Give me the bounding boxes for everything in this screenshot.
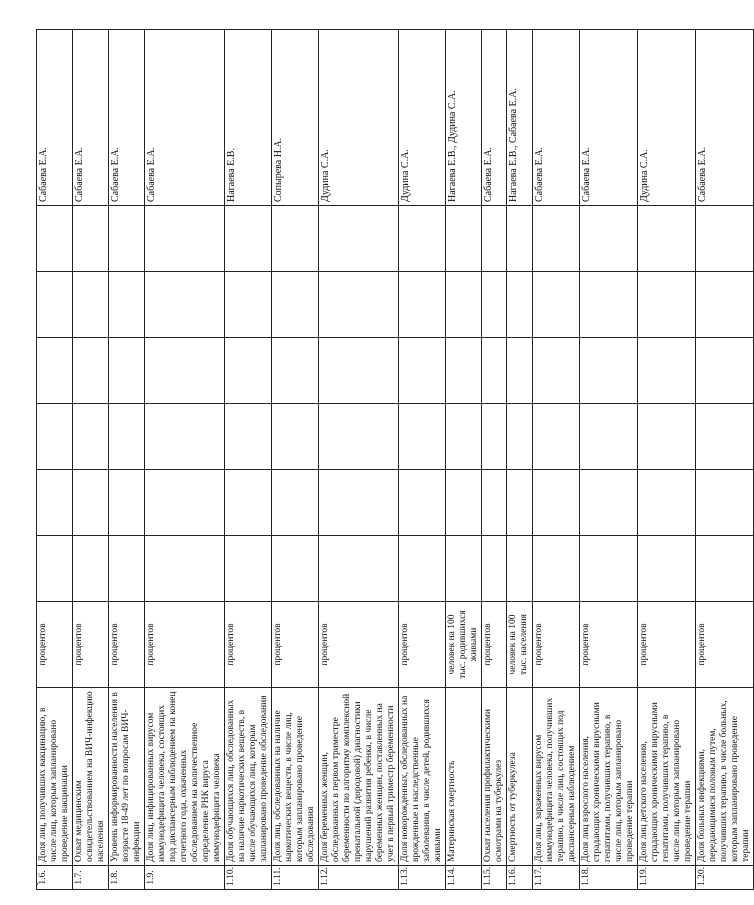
value-cell	[73, 206, 109, 272]
indicator-cell: Уровень информированности населения в возрасте 18-49 лет по вопросам ВИЧ-инфекции	[109, 688, 145, 866]
value-cell	[73, 338, 109, 404]
value-cell	[109, 404, 145, 470]
indicator-cell: Охват населения профилактическими осмотрами на туберкулез	[482, 688, 507, 866]
table-row	[507, 30, 533, 890]
value-cell	[507, 404, 533, 470]
unit-cell: процентов	[399, 602, 446, 688]
value-cell	[272, 404, 319, 470]
row-number-cell: 1.11.	[272, 866, 319, 890]
table-row	[73, 30, 109, 890]
indicator-cell: Охват медицинским освидетельствованием на ВИЧ-инфекцию населения	[73, 688, 109, 866]
indicator-cell: Доля лиц, инфицированных вирусом иммунодефицита человека, состоящих под диспансерным наблюдением на конец отчетного года, охваченных обследованием на количественное определение РНК вируса иммунодефицита человека	[145, 688, 225, 866]
value-cell	[225, 206, 272, 272]
value-cell	[482, 338, 507, 404]
responsible-cell: Сабаева Е.А.	[482, 30, 507, 206]
indicators-table	[36, 29, 754, 890]
value-cell	[580, 272, 638, 338]
value-cell	[319, 470, 399, 536]
table-row	[37, 30, 73, 890]
rotated-table-container	[36, 30, 751, 890]
value-cell	[507, 338, 533, 404]
value-cell	[145, 536, 225, 602]
value-cell	[225, 272, 272, 338]
value-cell	[533, 206, 580, 272]
value-cell	[37, 470, 73, 536]
value-cell	[446, 338, 482, 404]
unit-cell: процентов	[533, 602, 580, 688]
value-cell	[109, 536, 145, 602]
responsible-cell: Дудина С.А.	[319, 30, 399, 206]
unit-cell: процентов	[482, 602, 507, 688]
row-number-cell: 1.20.	[696, 866, 754, 890]
value-cell	[446, 536, 482, 602]
responsible-cell: Сабаева Е.А.	[580, 30, 638, 206]
responsible-cell: Нагаева Е.В., Дудина С.А.	[446, 30, 482, 206]
value-cell	[272, 206, 319, 272]
value-cell	[73, 404, 109, 470]
row-number-cell: 1.17.	[533, 866, 580, 890]
value-cell	[696, 404, 754, 470]
value-cell	[145, 272, 225, 338]
value-cell	[145, 338, 225, 404]
value-cell	[37, 536, 73, 602]
unit-cell: процентов	[696, 602, 754, 688]
unit-cell: процентов	[319, 602, 399, 688]
table-row	[272, 30, 319, 890]
row-number-cell: 1.13.	[399, 866, 446, 890]
value-cell	[580, 206, 638, 272]
value-cell	[638, 206, 696, 272]
unit-cell: процентов	[638, 602, 696, 688]
value-cell	[580, 536, 638, 602]
value-cell	[319, 536, 399, 602]
value-cell	[272, 272, 319, 338]
value-cell	[225, 536, 272, 602]
responsible-cell: Дудина С.А.	[638, 30, 696, 206]
unit-cell: процентов	[580, 602, 638, 688]
table-body	[37, 30, 754, 890]
responsible-cell: Сабаева Е.А.	[696, 30, 754, 206]
value-cell	[533, 272, 580, 338]
page-mark	[36, 883, 38, 885]
value-cell	[73, 536, 109, 602]
responsible-cell: Дудина С.А.	[399, 30, 446, 206]
table-row	[638, 30, 696, 890]
value-cell	[446, 272, 482, 338]
row-number-cell: 1.10.	[225, 866, 272, 890]
value-cell	[319, 404, 399, 470]
responsible-cell: Сабаева Е.А.	[73, 30, 109, 206]
value-cell	[533, 536, 580, 602]
table-row	[319, 30, 399, 890]
value-cell	[272, 536, 319, 602]
value-cell	[482, 536, 507, 602]
value-cell	[638, 536, 696, 602]
indicator-cell: Доля лиц, получивших вакцинацию, в числе лиц, которым запланировано проведение вакцинации	[37, 688, 73, 866]
value-cell	[533, 338, 580, 404]
table-row	[145, 30, 225, 890]
value-cell	[696, 536, 754, 602]
table-row	[696, 30, 754, 890]
indicator-cell: Доля беременных женщин, обследованных в первом триместре беременности по алгоритму комплексной пренатальной (дородовой) диагностики нарушений развития ребенка, в числе беременных женщин, поставленных на учет в первый триместр беременности	[319, 688, 399, 866]
value-cell	[73, 470, 109, 536]
unit-cell: человек на 100 тыс. родившихся живыми	[446, 602, 482, 688]
value-cell	[225, 338, 272, 404]
value-cell	[533, 404, 580, 470]
value-cell	[109, 206, 145, 272]
value-cell	[109, 338, 145, 404]
value-cell	[319, 338, 399, 404]
row-number-cell: 1.18.	[580, 866, 638, 890]
responsible-cell: Сабаева Е.А.	[145, 30, 225, 206]
indicator-cell: Доля больных инфекциями, передающимися половым путем, получивших терапию, в числе больных, которым запланировано проведение терапии	[696, 688, 754, 866]
unit-cell: процентов	[145, 602, 225, 688]
row-number-cell: 1.19.	[638, 866, 696, 890]
value-cell	[399, 338, 446, 404]
value-cell	[319, 272, 399, 338]
table-row	[399, 30, 446, 890]
value-cell	[109, 470, 145, 536]
value-cell	[446, 404, 482, 470]
indicator-cell: Материнская смертность	[446, 688, 482, 866]
value-cell	[446, 470, 482, 536]
value-cell	[638, 470, 696, 536]
unit-cell: процентов	[109, 602, 145, 688]
value-cell	[446, 206, 482, 272]
table-row	[580, 30, 638, 890]
value-cell	[37, 272, 73, 338]
row-number-cell: 1.14.	[446, 866, 482, 890]
table-row	[109, 30, 145, 890]
row-number-cell: 1.8.	[109, 866, 145, 890]
value-cell	[145, 404, 225, 470]
value-cell	[507, 272, 533, 338]
indicator-cell: Доля лиц, зараженных вирусом иммунодефицита человека, получивших терапию, в числе лиц, состоящих под диспансерным наблюдением	[533, 688, 580, 866]
value-cell	[638, 338, 696, 404]
value-cell	[482, 272, 507, 338]
value-cell	[580, 404, 638, 470]
value-cell	[399, 404, 446, 470]
value-cell	[145, 206, 225, 272]
responsible-cell: Нагаева Е.В., Сабаева Е.А.	[507, 30, 533, 206]
value-cell	[109, 272, 145, 338]
row-number-cell: 1.7.	[73, 866, 109, 890]
indicator-cell: Смертность от туберкулеза	[507, 688, 533, 866]
value-cell	[145, 470, 225, 536]
indicator-cell: Доля лиц, обследованных на наличие наркотических веществ, в числе лиц, которым запланировано проведение обследования	[272, 688, 319, 866]
value-cell	[482, 404, 507, 470]
value-cell	[73, 272, 109, 338]
value-cell	[507, 536, 533, 602]
value-cell	[272, 338, 319, 404]
value-cell	[272, 470, 319, 536]
unit-cell: процентов	[225, 602, 272, 688]
value-cell	[638, 404, 696, 470]
value-cell	[399, 206, 446, 272]
table-row	[482, 30, 507, 890]
value-cell	[482, 206, 507, 272]
value-cell	[638, 272, 696, 338]
value-cell	[696, 470, 754, 536]
row-number-cell: 1.12.	[319, 866, 399, 890]
responsible-cell: Сабаева Е.А.	[37, 30, 73, 206]
value-cell	[482, 470, 507, 536]
value-cell	[696, 206, 754, 272]
value-cell	[225, 470, 272, 536]
unit-cell: процентов	[37, 602, 73, 688]
unit-cell: человек на 100 тыс. населения	[507, 602, 533, 688]
value-cell	[507, 206, 533, 272]
table-row	[533, 30, 580, 890]
table-row	[225, 30, 272, 890]
responsible-cell: Сабаева Е.А.	[533, 30, 580, 206]
row-number-cell: 1.9.	[145, 866, 225, 890]
value-cell	[225, 404, 272, 470]
responsible-cell: Нагаева Е.В.	[225, 30, 272, 206]
indicator-cell: Доля лиц детского населения, страдающих хроническими вирусными гепатитами, получивших терапию, в числе лиц, которым запланировано проведение терапии	[638, 688, 696, 866]
indicator-cell: Доля обучающихся лиц, обследованных на наличие наркотических веществ, в числе обучающихся лиц, которым запланировано проведение обследования	[225, 688, 272, 866]
row-number-cell: 1.16.	[507, 866, 533, 890]
value-cell	[580, 338, 638, 404]
value-cell	[319, 206, 399, 272]
indicator-cell: Доля новорожденных, обследованных на врожденные и наследственные заболевания, в числе детей, родившихся живыми	[399, 688, 446, 866]
row-number-cell: 1.6.	[37, 866, 73, 890]
value-cell	[399, 470, 446, 536]
responsible-cell: Сопырева Н.А.	[272, 30, 319, 206]
row-number-cell: 1.15.	[482, 866, 507, 890]
value-cell	[399, 536, 446, 602]
value-cell	[580, 470, 638, 536]
indicator-cell: Доля лиц взрослого населения, страдающих хроническими вирусными гепатитами, получивших терапию, в числе лиц, которым запланировано проведение терапии	[580, 688, 638, 866]
unit-cell: процентов	[73, 602, 109, 688]
value-cell	[533, 470, 580, 536]
value-cell	[696, 338, 754, 404]
value-cell	[399, 272, 446, 338]
value-cell	[37, 338, 73, 404]
unit-cell: процентов	[272, 602, 319, 688]
value-cell	[37, 404, 73, 470]
value-cell	[37, 206, 73, 272]
value-cell	[696, 272, 754, 338]
value-cell	[507, 470, 533, 536]
responsible-cell: Сабаева Е.А.	[109, 30, 145, 206]
table-row	[446, 30, 482, 890]
